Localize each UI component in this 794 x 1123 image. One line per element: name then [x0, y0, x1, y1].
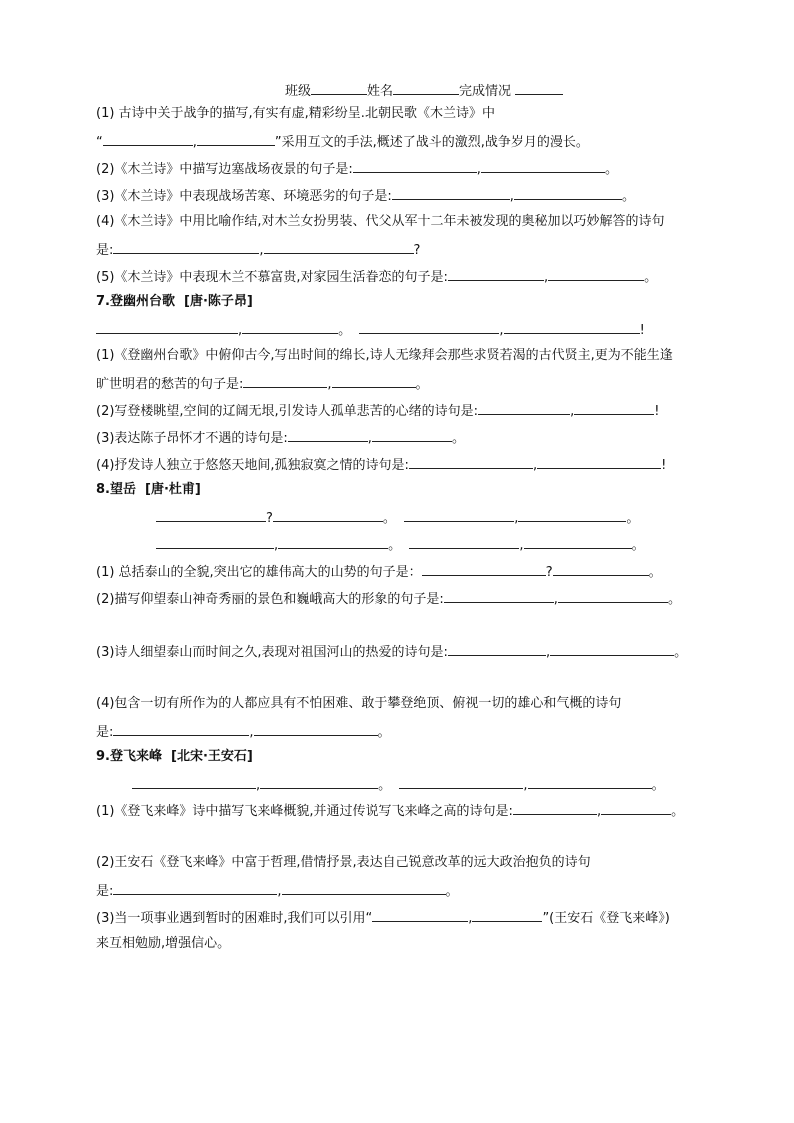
status-label: 完成情况 [459, 84, 512, 99]
answer-blank[interactable] [404, 509, 514, 522]
period: 。 [674, 645, 688, 660]
mulan-q4-line1: (4)《木兰诗》中用比喻作结,对木兰女扮男装、代父从军十二年未被发现的奥秘加以巧妙解答的诗句 [96, 214, 665, 229]
answer-blank[interactable] [113, 723, 249, 736]
comma: , [367, 431, 372, 446]
comma: , [192, 135, 197, 150]
section-9-heading [96, 749, 253, 765]
comma: , [277, 884, 282, 899]
answer-blank[interactable] [197, 133, 275, 146]
class-blank[interactable] [311, 82, 367, 95]
mulan-q1-line1: (1) 古诗中关于战争的描写,有实有虚,精彩纷呈.北朝民歌《木兰诗》中 [96, 106, 495, 121]
comma: , [523, 778, 528, 793]
s9-q3-line1 [96, 909, 670, 927]
answer-blank[interactable] [103, 133, 193, 146]
question-mark: ? [266, 511, 273, 526]
period: 。 [338, 323, 352, 338]
section-author: [唐·杜甫] [145, 482, 201, 497]
answer-blank[interactable] [537, 456, 661, 469]
s8-q4-prefix: 是: [96, 725, 114, 740]
period: 。 [651, 778, 665, 793]
s7-q2-text: (2)写登楼眺望,空间的辽阔无垠,引发诗人孤单悲苦的心绪的诗句是: [96, 404, 479, 419]
s9-q1-line [96, 802, 684, 820]
period: 。 [388, 538, 402, 553]
comma: , [545, 645, 551, 660]
mulan-q2-text: (2)《木兰诗》中描写边塞战场夜景的句子是: [96, 162, 353, 177]
s7-q3-text: (3)表达陈子昂怀才不遇的诗句是: [96, 431, 288, 446]
answer-blank[interactable] [392, 187, 510, 200]
comma: , [468, 911, 473, 926]
answer-blank[interactable] [399, 776, 523, 789]
answer-blank[interactable] [273, 509, 383, 522]
answer-blank[interactable] [444, 590, 554, 603]
s8-q2-line [96, 590, 681, 608]
comma: , [532, 458, 538, 473]
answer-blank[interactable] [422, 563, 546, 576]
s7-q1-tail: 旷世明君的愁苦的句子是: [96, 377, 244, 392]
answer-blank[interactable] [359, 321, 499, 334]
section-author: [唐·陈子昂] [184, 294, 253, 309]
comma: , [259, 243, 264, 258]
s8-q4-line2 [96, 723, 391, 741]
period: 。 [445, 884, 459, 899]
section-9-poem-line [132, 776, 665, 794]
answer-blank[interactable] [548, 268, 644, 281]
answer-blank[interactable] [574, 402, 654, 415]
answer-blank[interactable] [550, 643, 674, 656]
answer-blank[interactable] [478, 402, 570, 415]
question-mark: ? [413, 243, 421, 258]
answer-blank[interactable] [372, 429, 452, 442]
section-8-poem-line1 [156, 509, 639, 527]
comma: , [514, 511, 519, 526]
period: 。 [621, 189, 635, 204]
exclaim: ! [639, 323, 645, 338]
answer-blank[interactable] [409, 536, 519, 549]
answer-blank[interactable] [448, 268, 544, 281]
section-7-poem-line [96, 321, 645, 339]
answer-blank[interactable] [332, 375, 416, 388]
name-blank[interactable] [393, 82, 459, 95]
mulan-q4-line2 [96, 241, 420, 259]
comma: , [596, 804, 602, 819]
period: 。 [378, 778, 392, 793]
section-8-poem-line2 [156, 536, 645, 554]
s7-q4-line [96, 456, 666, 474]
answer-blank[interactable] [481, 160, 605, 173]
answer-blank[interactable] [254, 723, 378, 736]
answer-blank[interactable] [288, 429, 368, 442]
s9-q2-line2 [96, 882, 459, 900]
class-label: 班级 [285, 84, 312, 99]
mulan-q5-line [96, 268, 657, 286]
answer-blank[interactable] [524, 536, 632, 549]
name-label: 姓名 [367, 84, 394, 99]
period: 。 [626, 511, 640, 526]
comma: , [499, 323, 504, 338]
answer-blank[interactable] [513, 802, 597, 815]
answer-blank[interactable] [242, 321, 338, 334]
mulan-q4-prefix: 是: [96, 243, 114, 258]
open-quote: “ [96, 135, 103, 150]
period: 。 [382, 511, 396, 526]
comma: , [519, 538, 524, 553]
section-8-heading [96, 482, 201, 498]
mulan-q1-line2 [96, 133, 589, 151]
period: 。 [377, 725, 391, 740]
s8-q4-line1: (4)包含一切有所作为的人都应具有不怕困难、敢于攀登绝顶、俯视一切的雄心和气概的诗句 [96, 696, 622, 711]
section-title: 7.登幽州台歌 [96, 294, 175, 309]
answer-blank[interactable] [156, 509, 266, 522]
exclaim: ! [661, 458, 667, 473]
answer-blank[interactable] [132, 776, 256, 789]
period: 。 [604, 162, 618, 177]
period: 。 [671, 804, 685, 819]
exclaim: ! [654, 404, 660, 419]
answer-blank[interactable] [504, 321, 640, 334]
mulan-q3-text: (3)《木兰诗》中表现战场苦寒、环境恶劣的句子是: [96, 189, 392, 204]
s8-q1-line [96, 563, 662, 581]
section-author: [北宋·王安石] [171, 749, 253, 764]
comma: , [509, 189, 514, 204]
status-blank[interactable] [515, 82, 563, 95]
answer-blank[interactable] [282, 882, 446, 895]
mulan-q5-text: (5)《木兰诗》中表现木兰不慕富贵,对家园生活眷恋的句子是: [96, 270, 448, 285]
s7-q4-text: (4)抒发诗人独立于悠悠天地间,孤独寂寞之情的诗句是: [96, 458, 409, 473]
s9-q3-tail: ”(王安石《登飞来峰》) [542, 911, 670, 926]
s9-q3-line2: 来互相勉励,增强信心。 [96, 936, 231, 951]
header-line [285, 82, 563, 100]
section-title: 8.望岳 [96, 482, 136, 497]
answer-blank[interactable] [353, 160, 477, 173]
answer-blank[interactable] [553, 563, 649, 576]
answer-blank[interactable] [372, 909, 468, 922]
answer-blank[interactable] [243, 375, 327, 388]
answer-blank[interactable] [113, 241, 259, 254]
s8-q2-text: (2)描写仰望泰山神奇秀丽的景色和巍峨高大的形象的句子是: [96, 592, 444, 607]
comma: , [327, 377, 332, 392]
mulan-q3-line [96, 187, 635, 205]
period: 。 [631, 538, 645, 553]
period: 。 [644, 270, 658, 285]
answer-blank[interactable] [528, 776, 652, 789]
period: 。 [667, 592, 681, 607]
s8-q1-text: (1) 总括泰山的全貌,突出它的雄伟高大的山势的句子是： [96, 565, 422, 580]
mulan-q1-tail: ”采用互文的手法,概述了战斗的激烈,战争岁月的漫长。 [274, 135, 589, 150]
comma: , [274, 538, 279, 553]
question-mark: ? [545, 565, 553, 580]
answer-blank[interactable] [278, 536, 388, 549]
s7-q1-line2 [96, 375, 429, 393]
s7-q1-line1: (1)《登幽州台歌》中俯仰古今,写出时间的绵长,诗人无缘拜会那些求贤若渴的古代贤主,更为不能生逢 [96, 348, 673, 363]
section-title: 9.登飞来峰 [96, 749, 162, 764]
section-7-heading [96, 294, 253, 310]
s7-q3-line [96, 429, 465, 447]
period: 。 [451, 431, 465, 446]
answer-blank[interactable] [518, 509, 626, 522]
s8-q3-line [96, 643, 687, 661]
comma: , [553, 592, 558, 607]
answer-blank[interactable] [113, 882, 277, 895]
comma: , [543, 270, 549, 285]
s8-q3-text: (3)诗人细望泰山而时间之久,表现对祖国河山的热爱的诗句是: [96, 645, 448, 660]
s9-q3-text: (3)当一项事业遇到暂时的困难时,我们可以引用“ [96, 911, 373, 926]
answer-blank[interactable] [409, 456, 533, 469]
answer-blank[interactable] [96, 321, 238, 334]
comma: , [570, 404, 575, 419]
answer-blank[interactable] [514, 187, 622, 200]
answer-blank[interactable] [601, 802, 671, 815]
mulan-q2-line [96, 160, 618, 178]
comma: , [238, 323, 243, 338]
s9-q2-prefix: 是: [96, 884, 114, 899]
answer-blank[interactable] [260, 776, 378, 789]
comma: , [476, 162, 481, 177]
s9-q2-line1: (2)王安石《登飞来峰》中富于哲理,借情抒景,表达自己锐意改革的远大政治抱负的诗句 [96, 855, 591, 870]
answer-blank[interactable] [156, 536, 274, 549]
s9-q1-text: (1)《登飞来峰》诗中描写飞来峰概貌,并通过传说写飞来峰之高的诗句是: [96, 804, 513, 819]
answer-blank[interactable] [448, 643, 546, 656]
comma: , [256, 778, 261, 793]
comma: , [249, 725, 254, 740]
answer-blank[interactable] [472, 909, 542, 922]
s7-q2-line [96, 402, 659, 420]
answer-blank[interactable] [264, 241, 414, 254]
period: 。 [648, 565, 662, 580]
answer-blank[interactable] [558, 590, 668, 603]
period: 。 [415, 377, 429, 392]
